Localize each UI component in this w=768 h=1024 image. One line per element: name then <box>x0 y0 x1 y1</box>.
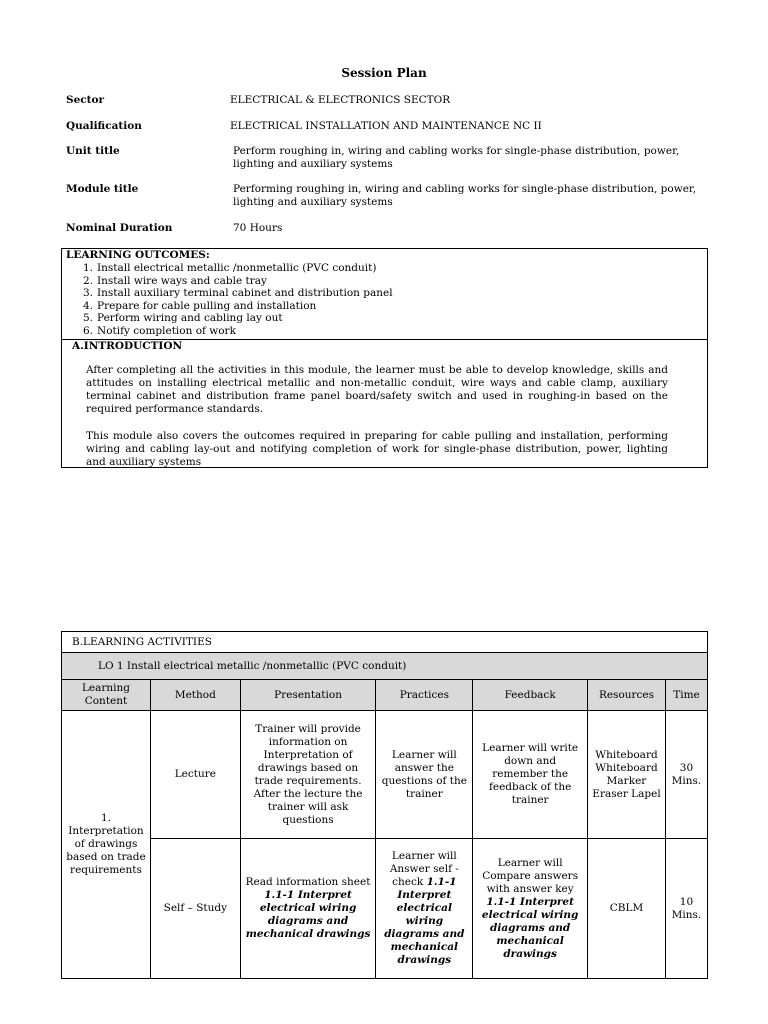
feedback-text: Learner will Compare answers with answer key <box>482 856 579 895</box>
learning-activities-heading: B.LEARNING ACTIVITIES <box>62 632 708 653</box>
column-header: Time <box>665 680 707 711</box>
list-item: 6. Notify completion of work <box>83 324 236 337</box>
lo-heading: LO 1 Install electrical metallic /nonmetallic (PVC conduit) <box>62 653 708 680</box>
time-cell: 10 Mins. <box>665 839 707 979</box>
qualification-value: ELECTRICAL INSTALLATION AND MAINTENANCE NC II <box>230 120 542 132</box>
document-title: Session Plan <box>341 66 427 80</box>
learning-outcomes-heading: LEARNING OUTCOMES: <box>66 249 210 261</box>
list-item: 2. Install wire ways and cable tray <box>83 274 267 287</box>
column-header: Feedback <box>473 680 588 711</box>
presentation-cell: Trainer will provide information on Interpretation of drawings based on trade requirements. After the lecture the trainer will ask questions <box>240 711 376 839</box>
feedback-cell <box>473 839 588 979</box>
table-row <box>62 711 708 839</box>
table-header-row <box>62 680 708 711</box>
list-item: 5. Perform wiring and cabling lay out <box>83 312 283 325</box>
introduction-paragraph-1: After completing all the activities in this module, the learner must be able to develop knowledge, skills and attitudes on installing electrical metallic and non-metallic conduit, wire ways and cable clamp, auxiliary terminal cabinet and distribution frame panel board/safety switch and used in roughing-in based on the required performance standards. <box>86 364 668 415</box>
list-item: 4. Prepare for cable pulling and installation <box>83 299 317 312</box>
column-header: Presentation <box>240 680 376 711</box>
answer-key-title: 1.1-1 Interpret electrical wiring diagrams and mechanical drawings <box>481 895 579 960</box>
unit-title-label: Unit title <box>66 145 120 157</box>
column-header: Resources <box>588 680 666 711</box>
resources-cell: CBLM <box>588 839 666 979</box>
method-cell: Self – Study <box>150 839 240 979</box>
introduction-heading: A.INTRODUCTION <box>72 340 183 352</box>
feedback-cell: Learner will write down and remember the feedback of the trainer <box>473 711 588 839</box>
list-item: 3. Install auxiliary terminal cabinet and distribution panel <box>83 287 393 300</box>
unit-title-value: Perform roughing in, wiring and cabling works for single-phase distribution, power, lighting and auxiliary systems <box>233 145 680 170</box>
resources-cell: Whiteboard Whiteboard Marker Eraser Lapel <box>588 711 666 839</box>
learning-activities-table <box>61 631 708 979</box>
learning-content-cell: 1. Interpretation of drawings based on trade requirements <box>62 711 151 979</box>
time-cell: 30 Mins. <box>665 711 707 839</box>
practices-cell: Learner will answer the questions of the trainer <box>376 711 473 839</box>
practices-cell <box>376 839 473 979</box>
column-header: Learning Content <box>62 680 151 711</box>
column-header: Method <box>150 680 240 711</box>
column-header: Practices <box>376 680 473 711</box>
qualification-label: Qualification <box>66 120 142 132</box>
module-title-value: Performing roughing in, wiring and cabling works for single-phase distribution, power, lighting and auxiliary systems <box>233 183 697 208</box>
information-sheet-title: 1.1-1 Interpret electrical wiring diagrams and mechanical drawings <box>245 889 371 940</box>
practices-text: Learner will Answer self - check <box>389 850 459 888</box>
method-cell: Lecture <box>150 711 240 839</box>
module-title-label: Module title <box>66 183 139 195</box>
sector-label: Sector <box>66 94 105 106</box>
table-row <box>62 839 708 979</box>
presentation-text: Read information sheet <box>245 876 371 888</box>
sector-value: ELECTRICAL & ELECTRONICS SECTOR <box>230 94 451 106</box>
presentation-cell <box>240 839 376 979</box>
learning-outcomes-list <box>83 262 393 338</box>
self-check-title: 1.1-1 Interpret electrical wiring diagrams and mechanical drawings <box>384 876 465 966</box>
introduction-paragraph-2: This module also covers the outcomes required in preparing for cable pulling and installation, performing wiring and cabling lay-out and notifying completion of work for single-phase distribution, power, lighting and auxiliary systems <box>86 430 668 468</box>
nominal-duration-value: 70 Hours <box>233 222 283 234</box>
list-item: 1. Install electrical metallic /nonmetallic (PVC conduit) <box>83 262 377 274</box>
nominal-duration-label: Nominal Duration <box>66 222 173 234</box>
